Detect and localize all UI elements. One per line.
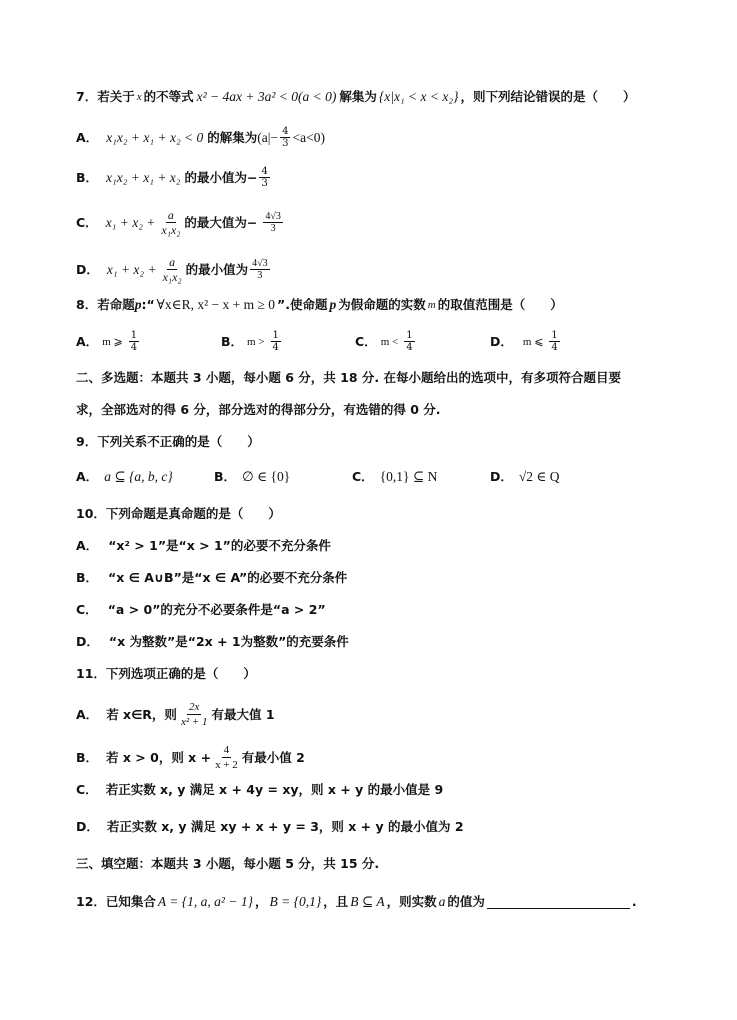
section-3-header: 三、填空题：本题共 3 小题，每小题 5 分，共 15 分. <box>76 856 380 871</box>
q7-option-d: D． x₁ + x₂ + $\frac{a}{\text{x₁x₂}}$ 的最小值为 $\frac{4√3}{3}$ <box>76 255 268 284</box>
q12-stem: 12．已知集合 A = {1, a, a² − 1} ， B = {0,1} ，且 B ⊆ A ，则实数 a 的值为 . <box>76 894 637 909</box>
q11-option-c: C． 若正实数 x, y 满足 x + 4y = xy，则 x + y 的最小值是 9 <box>76 782 444 797</box>
q10-option-a: A． “x² > 1”是“x > 1”的必要不充分条件 <box>76 538 331 553</box>
fraction: $\frac{4√3}{3}$ <box>252 258 268 281</box>
q11-option-a: A． 若 x∈R，则 $\frac{2x}{\text{x² + 1}}$ 有最大值 1 <box>76 701 275 728</box>
q8-option-c: C． m < $\frac{1}{4}$ <box>355 330 413 353</box>
fraction: $\frac{4√3}{3}$ <box>265 211 281 234</box>
fraction: $\frac{2x}{\text{x² + 1}}$ <box>180 701 208 728</box>
answer-blank[interactable] <box>487 896 630 909</box>
q9-stem: 9．下列关系不正确的是（ ） <box>76 434 260 449</box>
q9-option-c: C． {0,1} ⊆ N <box>352 469 438 484</box>
q9-option-a: A． a ⊆ {a, b, c} <box>76 469 173 484</box>
q8-option-a: A． m ⩾ $\frac{1}{4}$ <box>76 330 138 353</box>
q7-option-a: A． x₁x₂ + x₁ + x₂ < 0 的解集为 (a|− $\frac{4}{3}$ <a<0) <box>76 126 325 149</box>
q11-option-d: D． 若正实数 x, y 满足 xy + x + y = 3，则 x + y 的最小值为 2 <box>76 819 464 834</box>
q9-options <box>76 468 560 486</box>
q11-option-b: B． 若 x > 0，则 x + $\frac{4}{x + 2}$ 有最小值 2 <box>76 744 305 771</box>
fraction: $\frac{4}{3}$ <box>261 166 268 189</box>
fraction: $\frac{1}{4}$ <box>551 330 558 353</box>
fraction: $\frac{a}{\text{x₁x₂}}$ <box>162 255 182 284</box>
fraction: $\frac{1}{4}$ <box>272 330 279 353</box>
q7-option-b: B． x₁x₂ + x₁ + x₂ 的最小值为− $\frac{4}{3}$ <box>76 166 268 189</box>
fraction: $\frac{4}{3}$ <box>282 126 289 149</box>
q9-option-b: B． ∅ ∈ {0} <box>214 469 291 484</box>
q9-option-d: D． √2 ∈ Q <box>490 469 560 484</box>
q7-option-c: C． x₁ + x₂ + $\frac{a}{\text{x₁x₂}}$ 的最大值为− $\frac{4√3}{3}$ <box>76 208 281 237</box>
section-2-header: 二、多选题：本题共 3 小题，每小题 6 分，共 18 分. 在每小题给出的选项中，有多项符合题目要 <box>76 370 622 385</box>
q8-option-b: B． m > $\frac{1}{4}$ <box>221 330 279 353</box>
q10-option-d: D． “x 为整数”是“2x + 1为整数”的充要条件 <box>76 634 349 649</box>
fraction: $\frac{1}{4}$ <box>130 330 138 353</box>
fraction: $\frac{4}{x + 2}$ <box>215 744 238 771</box>
q8-stem: 8．若命题 p :“ ∀x∈R, x² − x + m ≥ 0 ”.使命题 p 为假命题的实数 m 的取值范围是（ ） <box>76 297 563 312</box>
q10-option-c: C． “a > 0”的充分不必要条件是“a > 2” <box>76 602 326 617</box>
q7-solution-set: {x|x₁ < x < x₂} <box>378 89 459 104</box>
q8-options <box>76 330 562 353</box>
q10-stem: 10．下列命题是真命题的是（ ） <box>76 506 281 521</box>
section-2-header-cont: 求，全部选对的得 6 分，部分选对的得部分分，有选错的得 0 分. <box>76 402 441 417</box>
fraction: $\frac{1}{4}$ <box>406 330 413 353</box>
q8-proposition: ∀x∈R, x² − x + m ≥ 0 <box>156 297 276 312</box>
q10-option-b: B． “x ∈ A∪B”是“x ∈ A”的必要不充分条件 <box>76 570 348 585</box>
q11-stem: 11．下列选项正确的是（ ） <box>76 666 256 681</box>
q8-option-d: D． m ⩽ $\frac{1}{4}$ <box>490 330 558 353</box>
q7-inequality: x² − 4ax + 3a² < 0(a < 0) <box>196 89 337 104</box>
fraction: $\frac{a}{\text{x₁x₂}}$ <box>161 208 181 237</box>
q7-stem: 7．若关于 x 的不等式 x² − 4ax + 3a² < 0(a < 0) 解集为 {x|x₁ < x < x₂} ，则下列结论错误的是（ ） <box>76 89 636 104</box>
